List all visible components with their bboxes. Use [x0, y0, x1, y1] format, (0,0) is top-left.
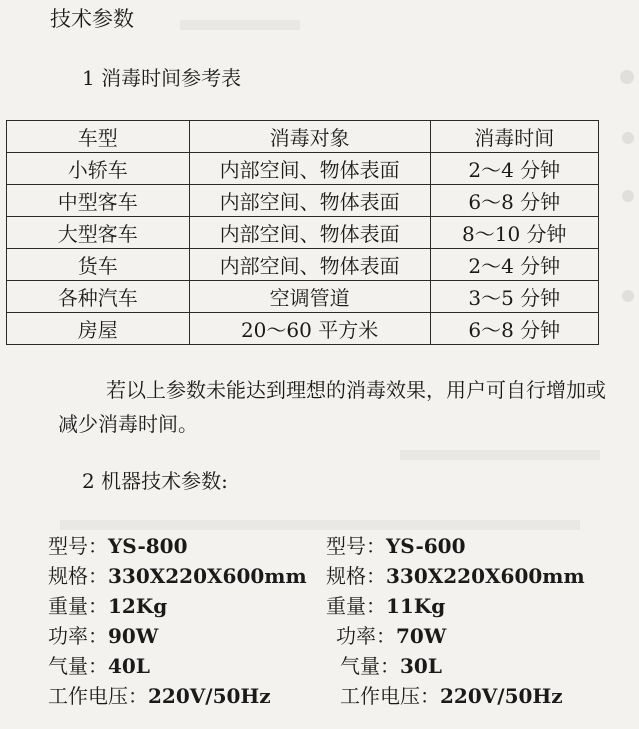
cell-time: 6～8 分钟: [430, 185, 598, 217]
spec-gas: [340, 650, 442, 679]
spec-value: 70W: [396, 624, 447, 648]
table-row: [7, 281, 599, 313]
cell-target: 内部空间、物体表面: [189, 249, 430, 281]
spec-value: 30L: [400, 654, 442, 678]
cell-target: 空调管道: [189, 281, 430, 313]
bleed-dot: [622, 290, 634, 302]
spec-value: 40L: [108, 654, 150, 678]
spec-label: 规格：: [326, 564, 386, 588]
spec-value: 330X220X600mm: [386, 564, 585, 588]
spec-value: 220V/50Hz: [148, 684, 271, 708]
bleed-line: [400, 450, 600, 460]
disinfection-time-table: [6, 120, 599, 345]
spec-label: 气量：: [340, 654, 400, 678]
bleed-dot: [622, 190, 634, 202]
spec-value: 11Kg: [386, 594, 446, 618]
spec-label: 工作电压：: [340, 684, 440, 708]
bleed-dot: [620, 70, 634, 84]
spec-value: YS-600: [386, 534, 466, 558]
cell-vehicle: 中型客车: [7, 185, 190, 217]
cell-time: 2～4 分钟: [430, 249, 598, 281]
spec-model: [326, 530, 466, 559]
spec-power: [48, 620, 158, 649]
spec-size: [48, 560, 307, 589]
cell-vehicle: 各种汽车: [7, 281, 190, 313]
page-title: 技术参数: [50, 7, 134, 31]
spec-model: [48, 530, 188, 559]
cell-vehicle: 小轿车: [7, 153, 190, 185]
bleed-line: [180, 20, 300, 30]
bleed-line: [60, 520, 580, 530]
section-2-title: 2 机器技术参数:: [82, 469, 228, 493]
spec-label: 气量：: [48, 654, 108, 678]
spec-label: 型号：: [326, 534, 386, 558]
cell-target: 内部空间、物体表面: [189, 153, 430, 185]
spec-value: YS-800: [108, 534, 188, 558]
table-row: [7, 313, 599, 345]
spec-voltage: [48, 680, 271, 709]
spec-weight: [48, 590, 167, 619]
table-row: [7, 185, 599, 217]
cell-time: 8～10 分钟: [430, 217, 598, 249]
cell-vehicle: 大型客车: [7, 217, 190, 249]
cell-vehicle: 货车: [7, 249, 190, 281]
spec-label: 工作电压：: [48, 684, 148, 708]
note-paragraph: [58, 373, 618, 441]
spec-value: 90W: [108, 624, 159, 648]
cell-time: 2～4 分钟: [430, 153, 598, 185]
spec-value: 330X220X600mm: [108, 564, 307, 588]
table-row: [7, 249, 599, 281]
note-text: 若以上参数未能达到理想的消毒效果，用户可自行增加或减少消毒时间。: [58, 378, 606, 436]
spec-value: 12Kg: [108, 594, 168, 618]
cell-time: 6～8 分钟: [430, 313, 598, 345]
header-vehicle-type: 车型: [7, 121, 190, 153]
spec-label: 规格：: [48, 564, 108, 588]
cell-time: 3～5 分钟: [430, 281, 598, 313]
spec-size: [326, 560, 585, 589]
cell-vehicle: 房屋: [7, 313, 190, 345]
header-time: 消毒时间: [430, 121, 598, 153]
spec-voltage: [340, 680, 563, 709]
cell-target: 20～60 平方米: [189, 313, 430, 345]
cell-target: 内部空间、物体表面: [189, 185, 430, 217]
spec-label: 重量：: [326, 594, 386, 618]
cell-target: 内部空间、物体表面: [189, 217, 430, 249]
table-header-row: [7, 121, 599, 153]
section-1-title: 1 消毒时间参考表: [82, 66, 242, 90]
spec-label: 型号：: [48, 534, 108, 558]
spec-power: [336, 620, 446, 649]
bleed-dot: [622, 132, 634, 144]
spec-label: 功率：: [336, 624, 396, 648]
table-row: [7, 153, 599, 185]
spec-gas: [48, 650, 150, 679]
spec-value: 220V/50Hz: [440, 684, 563, 708]
spec-label: 功率：: [48, 624, 108, 648]
table-row: [7, 217, 599, 249]
spec-label: 重量：: [48, 594, 108, 618]
spec-weight: [326, 590, 445, 619]
header-target: 消毒对象: [189, 121, 430, 153]
